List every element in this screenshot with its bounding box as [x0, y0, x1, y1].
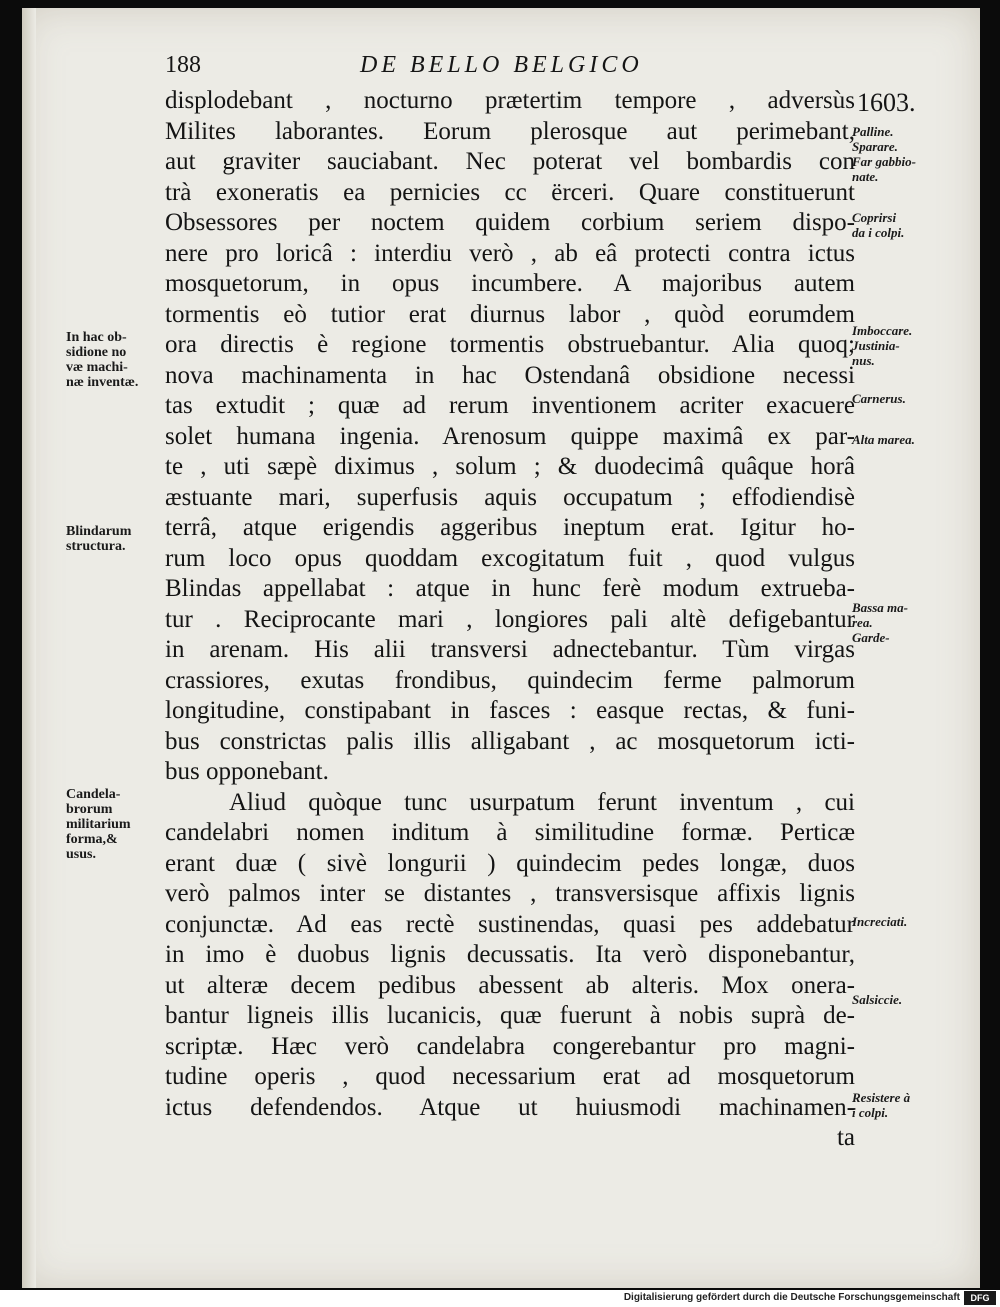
body-line: bus constrictas palis illis alligabant , ac mosquetorum icti- [165, 727, 855, 755]
left-marginal-note: Blindarum structura. [66, 524, 132, 554]
page-number: 188 [165, 52, 201, 78]
body-line: bus opponebant. [165, 758, 329, 785]
body-line: nova machinamenta in hac Ostendanâ obsidione necessi [165, 361, 855, 389]
body-text [165, 86, 855, 1154]
body-line: erant duæ ( sivè longurii ) quindecim pedes longæ, duos [165, 849, 855, 877]
body-line: candelabri nomen inditum à similitudine formæ. Perticæ [165, 819, 855, 846]
body-line: ictus defendendos. Atque ut huiusmodi machinamen- [165, 1093, 855, 1121]
body-line: ta [836, 1124, 855, 1151]
body-line: rum loco opus quoddam excogitatum fuit , quod vulgus [165, 544, 855, 572]
running-title: DE BELLO BELGICO [360, 52, 643, 78]
body-line: conjunctæ. Ad eas rectè sustinendas, quasi pes addebatur [165, 910, 855, 938]
body-line: in imo è duobus lignis decussatis. Ita verò disponebantur, [165, 941, 855, 968]
right-marginal-note: Palline. Sparare. Far gabbio- nate. [852, 124, 916, 184]
body-line: nere pro loricâ : interdiu verò , ab eâ protecti contra ictus [165, 239, 855, 267]
right-marginal-note: Increciati. [852, 914, 908, 929]
right-marginal-note: Imboccare. Justinia- nus. [852, 323, 913, 368]
body-line: solet humana ingenia. Arenosum quippe maximâ ex par- [165, 422, 855, 450]
dfg-logo-icon: DFG [964, 1291, 996, 1305]
body-line: terrâ, atque erigendis aggeribus ineptum erat. Igitur ho- [165, 514, 855, 541]
body-line: tas extudit ; quæ ad rerum inventionem acriter exacuere [165, 392, 855, 419]
body-line: Milites laborantes. Eorum plerosque aut perimebant, [165, 117, 855, 145]
right-marginal-note: Alta marea. [852, 432, 915, 447]
body-line: tormentis eò tutior erat diurnus labor , quòd eorumdem [165, 300, 855, 328]
left-marginal-note: In hac ob- sidione no væ machi- næ inventæ. [66, 330, 139, 390]
body-line: displodebant , nocturno prætertim tempore , adversùs [165, 87, 855, 114]
page-header [165, 52, 665, 86]
right-marginal-note: Salsiccie. [852, 992, 903, 1007]
body-line: crassiores, exutas frondibus, quindecim ferme palmorum [165, 666, 855, 694]
footer-bar [0, 1290, 1000, 1307]
body-line: longitudine, constipabant in fasces : easque rectas, & funi- [165, 697, 855, 724]
body-line: tur . Reciprocante mari , longiores pali altè defigebantur [165, 605, 855, 633]
body-line: Obsessores per noctem quidem corbium seriem dispo- [165, 209, 855, 236]
body-line: tudine operis , quod necessarium erat ad mosquetorum [165, 1063, 855, 1090]
body-line: ora directis è regione tormentis obstruebantur. Alia quoq; [165, 331, 855, 358]
page-gutter-shadow [22, 8, 36, 1288]
right-marginal-note: Bassa ma- rea. Garde- [852, 600, 908, 645]
body-line: scriptæ. Hæc verò candelabra congerebantur pro magni- [165, 1032, 855, 1060]
body-line: Aliud quòque tunc usurpatum ferunt inventum , cui [229, 788, 855, 816]
body-line: ut alteræ decem pedibus abessent ab alteris. Mox onera- [165, 971, 855, 999]
body-line: trà exoneratis ea pernicies cc ërceri. Quare constituerunt [165, 178, 855, 206]
body-line: mosquetorum, in opus incumbere. A majoribus autem [165, 270, 855, 297]
right-marginal-note: Carnerus. [852, 391, 906, 406]
body-line: aut graviter sauciabant. Nec poterat vel bombardis con [165, 148, 855, 175]
body-line: in arenam. His alii transversi adnectebantur. Tùm virgas [165, 636, 855, 663]
right-marginal-note: Coprirsi da i colpi. [852, 210, 905, 240]
body-line: Blindas appellabat : atque in hunc ferè modum extrueba- [165, 575, 855, 602]
body-line: æstuante mari, superfusis aquis occupatum ; effodiendisè [165, 483, 855, 511]
body-line: bantur ligneis illis lucanicis, quæ fuerunt à nobis suprà de- [165, 1002, 855, 1029]
body-line: verò palmos inter se distantes , transversisque affixis lignis [165, 880, 855, 907]
left-marginal-note: Candela- brorum militarium forma,& usus. [66, 787, 131, 862]
right-marginal-note: Resistere à i colpi. [852, 1090, 911, 1120]
funding-credit: Digitalisierung gefördert durch die Deutsche Forschungsgemeinschaft [623, 1292, 960, 1303]
year-marginal: 1603. [857, 88, 916, 117]
body-line: te , uti sæpè diximus , solum ; & duodecimâ quâque horâ [165, 453, 855, 480]
